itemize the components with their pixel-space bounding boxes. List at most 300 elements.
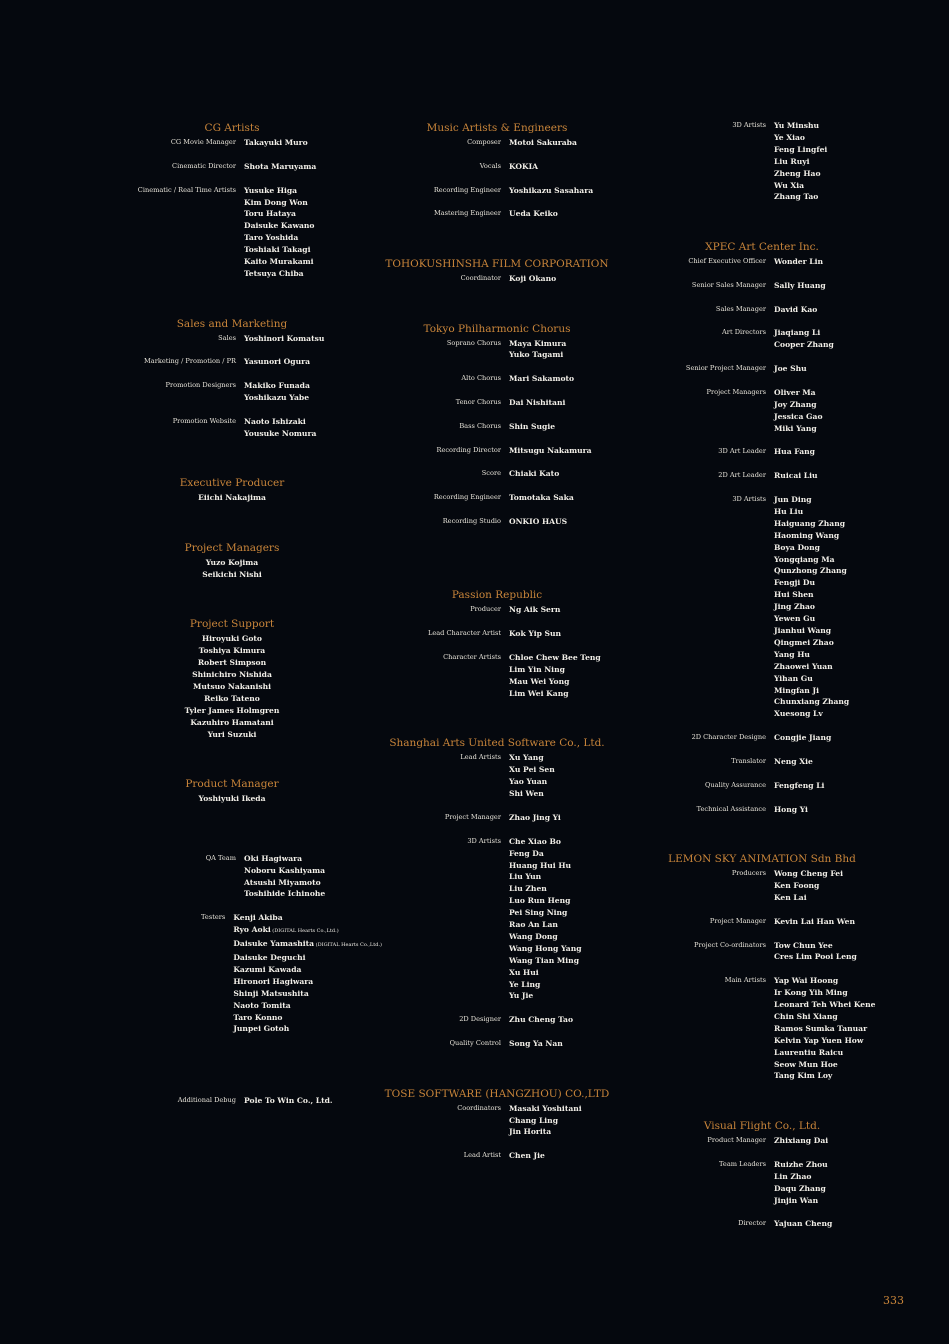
role-row (347, 338, 647, 362)
credit-name (774, 892, 912, 904)
credit-name-text: Ryo Aoki (233, 925, 271, 935)
credit-name-text: Oliver Ma (774, 387, 816, 397)
role-label: Recording Engineer (433, 185, 501, 194)
role-row (612, 280, 912, 292)
credit-name-text: Neng Xie (774, 756, 813, 766)
spacer (347, 1002, 647, 1014)
role-row (612, 940, 912, 964)
role-row (82, 912, 382, 1035)
spacer (612, 1082, 912, 1118)
credit-name-text: Yoshikazu Yabe (244, 393, 310, 403)
spacer (347, 457, 647, 469)
spacer (82, 581, 382, 617)
credit-name-text: Wonder Lin (774, 257, 824, 267)
page-number: 333 (883, 1294, 904, 1307)
credit-name-text: Hua Fang (774, 447, 815, 457)
credit-name: Reiko Tateno (204, 693, 260, 703)
spacer (347, 480, 647, 492)
credit-name-text: Wong Cheng Fei (774, 869, 844, 879)
spacer (347, 616, 647, 628)
role-row (82, 853, 382, 901)
credit-name-text: Tow Chun Yee (774, 940, 833, 950)
credit-name-text: Zheng Hao (774, 168, 821, 178)
role-label: Cinematic Director (172, 161, 236, 170)
credit-name (774, 589, 912, 601)
name-list (774, 470, 912, 482)
spacer (347, 824, 647, 836)
credit-name-text: Hui Shen (774, 590, 814, 600)
spacer (612, 815, 912, 851)
credit-section (347, 256, 647, 285)
credit-name-text: Xu Hui (509, 967, 539, 977)
credits-column-middle (347, 120, 647, 1162)
credit-name (774, 601, 912, 613)
role-row (347, 604, 647, 616)
role-label: 3D Artists (732, 121, 766, 129)
credit-name-text: Haoming Wang (774, 530, 840, 540)
credit-name-text: Liu Zhen (509, 884, 547, 894)
credit-name-text: Mitsugu Nakamura (509, 445, 592, 455)
role-label: Additional Debug (177, 1095, 236, 1104)
credit-name (774, 180, 912, 192)
spacer (612, 351, 912, 363)
role-label: Translator (731, 756, 766, 765)
credit-name-text: Xu Yang (509, 753, 544, 763)
role-label: Senior Sales Manager (691, 280, 766, 289)
credit-section (612, 239, 912, 815)
spacer (612, 268, 912, 280)
credit-name-text: Jiaqiang Li (774, 328, 821, 338)
role-row (612, 868, 912, 904)
name-list (82, 793, 382, 805)
spacer (612, 458, 912, 470)
credit-name (774, 554, 912, 566)
credit-name-text: Ye Xiao (774, 132, 805, 142)
section-heading: Project Support (189, 618, 275, 631)
credit-name-text: Taro Yoshida (244, 233, 299, 243)
role-row (612, 804, 912, 816)
role-row (612, 780, 912, 792)
credit-name-text: Ye Ling (509, 979, 541, 989)
credit-name: Tyler James Holmgren (184, 705, 280, 715)
credit-name (774, 168, 912, 180)
credit-name-text: Yihan Gu (774, 673, 813, 683)
credit-section (347, 1086, 647, 1163)
spacer (347, 1138, 647, 1150)
credit-name-text: Wu Xia (774, 180, 805, 190)
credits-column-left (82, 120, 382, 1107)
role-label: Coordinators (457, 1103, 501, 1112)
credit-name-text: Congjie Jiang (774, 733, 832, 743)
name-list (82, 492, 382, 504)
credit-name-text: Haiguang Zhang (774, 518, 846, 528)
name-list (774, 940, 912, 964)
credit-name (774, 708, 912, 720)
credit-name-text: Shinji Matsushita (233, 988, 309, 998)
credit-name-text: Chiaki Kato (509, 469, 560, 479)
role-row (612, 363, 912, 375)
credit-name-text: Yuko Tagami (509, 350, 564, 360)
role-row (82, 1095, 382, 1107)
role-label: Testers (201, 913, 226, 922)
role-label: Chief Executive Officer (688, 257, 766, 266)
credit-section (612, 120, 912, 203)
credit-name-text: Chen Jie (509, 1151, 545, 1161)
credit-name-text: Joe Shu (774, 364, 807, 374)
credit-name-text: Pole To Win Co., Ltd. (244, 1095, 333, 1105)
role-row (347, 421, 647, 433)
credit-name-text: ONKIO HAUS (509, 517, 568, 527)
credit-name (774, 280, 912, 292)
credit-name-text: Lim Wei Kang (509, 688, 569, 698)
role-label: Product Manager (707, 1136, 766, 1145)
spacer (82, 368, 382, 380)
role-label: Mastering Engineer (433, 209, 501, 218)
section-heading: Executive Producer (179, 477, 285, 490)
credit-name-text: Yu Jie (509, 991, 534, 1001)
section-heading: TOSE SOFTWARE (HANGZHOU) CO.,LTD (384, 1087, 610, 1100)
credit-name-text: Wang Dong (509, 931, 558, 941)
credit-name-text: Joy Zhang (774, 399, 817, 409)
credit-name (774, 951, 912, 963)
credit-name-text: Ng Aik Sern (509, 605, 561, 615)
credit-name (774, 411, 912, 423)
role-label: Producers (731, 869, 766, 878)
section-heading: Passion Republic (451, 589, 543, 602)
credit-name (774, 1135, 912, 1147)
company-note: (DIGITAL Hearts Co.,Ltd.) (270, 928, 339, 935)
credit-name-text: Daisuke Kawano (244, 221, 315, 231)
credit-name (774, 649, 912, 661)
name-list (774, 780, 912, 792)
section-heading: Sales and Marketing (176, 317, 288, 330)
credit-name-text: David Kao (774, 304, 818, 314)
credit-name-text: Qingmei Zhao (774, 637, 834, 647)
name-list (774, 387, 912, 435)
role-row (82, 137, 382, 149)
credit-name-text: Masaki Yoshitani (509, 1103, 582, 1113)
credit-name (774, 661, 912, 673)
role-label: Main Artists (724, 976, 766, 985)
credit-name-text: Lim Yin Ning (509, 664, 565, 674)
role-row (82, 333, 382, 345)
name-list (774, 804, 912, 816)
credit-name-text: Jing Zhao (774, 602, 816, 612)
role-label: Producer (470, 605, 501, 614)
credit-section (347, 321, 647, 528)
credit-section (347, 120, 647, 220)
credit-name-text: Jin Horita (509, 1127, 552, 1137)
credit-name-text: Maya Kimura (509, 338, 567, 348)
role-row (347, 445, 647, 457)
credit-name (774, 756, 912, 768)
credit-name (774, 565, 912, 577)
spacer (612, 482, 912, 494)
role-label: Project Co-ordinators (694, 940, 766, 949)
spacer (612, 1207, 912, 1219)
name-list (774, 446, 912, 458)
credit-name (774, 1171, 912, 1183)
spacer (612, 768, 912, 780)
credit-name (774, 804, 912, 816)
role-row (347, 137, 647, 149)
credit-name-text: Shi Wen (509, 789, 544, 799)
section-heading: CG Artists (204, 122, 260, 134)
role-row (612, 1159, 912, 1207)
credit-section (347, 587, 647, 699)
role-label: Coordinator (460, 273, 501, 282)
spacer (82, 805, 382, 853)
role-label: Lead Character Artist (427, 629, 501, 638)
credit-name-text: Wang Hong Yang (509, 943, 582, 953)
credit-section (82, 316, 382, 440)
role-label: Art Directors (722, 328, 766, 337)
credit-name-text: Taro Konno (233, 1012, 283, 1022)
credit-name-text: Kim Dong Won (244, 197, 308, 207)
spacer (347, 700, 647, 736)
credit-name-text: Feng Da (509, 848, 544, 858)
credit-name-text: Tomotaka Saka (509, 493, 574, 503)
name-list (774, 756, 912, 768)
name-list (774, 494, 912, 720)
credit-name (774, 144, 912, 156)
name-list (774, 916, 912, 928)
spacer (347, 173, 647, 185)
credit-name-text: Cres Lim Pooi Leng (774, 952, 857, 962)
role-label: Quality Control (449, 1039, 501, 1048)
spacer (347, 149, 647, 161)
spacer (347, 528, 647, 588)
credit-name (774, 363, 912, 375)
role-row (347, 397, 647, 409)
credit-name-text: Yasunori Ogura (244, 357, 311, 367)
credit-name: Yoshiyuki Ikeda (198, 794, 266, 804)
credit-name (774, 542, 912, 554)
credit-section (82, 540, 382, 581)
role-label: Project Manager (709, 916, 766, 925)
credit-name (774, 780, 912, 792)
spacer (612, 928, 912, 940)
name-list (774, 280, 912, 292)
credit-name-text: Ramos Sumka Tanuar (774, 1023, 868, 1033)
spacer (347, 220, 647, 256)
credit-name-text: Hu Liu (774, 506, 804, 516)
credit-name (774, 1183, 912, 1195)
credit-name-text: Seow Mun Hoe (774, 1059, 838, 1069)
credit-name (774, 1195, 912, 1207)
credit-name-text: Yajuan Cheng (774, 1219, 833, 1229)
spacer (82, 149, 382, 161)
role-row (347, 516, 647, 528)
credit-name (774, 916, 912, 928)
section-heading: Music Artists & Engineers (426, 122, 568, 134)
credit-name-text: Yang Hu (774, 649, 810, 659)
credit-name (774, 339, 912, 351)
credit-name: Seikichi Nishi (202, 569, 262, 579)
role-label: Soprano Chorus (446, 338, 501, 347)
credit-name-text: Noboru Kashiyama (244, 865, 326, 875)
credit-name-text: Kaito Murakami (244, 257, 314, 267)
credit-name-text: Jinjin Wan (774, 1195, 819, 1205)
credit-name-text: Yousuke Nomura (244, 428, 317, 438)
credit-name-text: Kenji Akiba (233, 913, 283, 923)
credit-name: Eiichi Nakajima (198, 493, 266, 503)
spacer (82, 1047, 382, 1095)
role-row (612, 327, 912, 351)
credit-name (774, 1035, 912, 1047)
credit-name-text: Shin Sugie (509, 421, 556, 431)
credit-name-text: Mingfan Ji (774, 685, 819, 695)
credit-name-text: Toshiaki Takagi (244, 245, 311, 255)
credit-name-text: Ruizhe Zhou (774, 1159, 828, 1169)
role-row (347, 628, 647, 640)
role-row (82, 185, 382, 280)
credit-name-text: Huang Hui Hu (509, 860, 572, 870)
role-label: Project Managers (706, 387, 766, 396)
role-label: Promotion Designers (165, 381, 236, 390)
credit-name-text: KOKIA (509, 161, 539, 171)
role-row (612, 975, 912, 1082)
name-list (774, 975, 912, 1082)
credit-name-text: Pei Sing Ning (509, 908, 568, 918)
credit-name-text: Fengji Du (774, 578, 816, 588)
credit-name-text: Leonard Teh Whei Kene (774, 1000, 876, 1010)
credit-name-text: Toshihide Ichinohe (244, 889, 326, 899)
credit-name-text: Chang Ling (509, 1115, 559, 1125)
name-list (774, 327, 912, 351)
role-row (612, 304, 912, 316)
credit-name: Shinichiro Nishida (192, 670, 272, 680)
role-label: Composer (467, 138, 501, 146)
role-row (347, 208, 647, 220)
credit-name-text: Ueda Keiko (509, 209, 558, 219)
spacer (347, 1050, 647, 1086)
role-row (347, 1150, 647, 1162)
credit-name-text: Kelvin Yap Yuen How (774, 1035, 864, 1045)
name-list (774, 363, 912, 375)
credit-name-text: Rao An Lan (509, 920, 558, 930)
credit-name-text: Che Xiao Bo (509, 836, 561, 846)
credits-column-right (612, 120, 912, 1230)
credit-name-text: Daisuke Yamashita (233, 939, 315, 949)
role-row (347, 373, 647, 385)
role-label: Cinematic / Real Time Artists (137, 185, 236, 194)
section-heading: Shanghai Arts United Software Co., Ltd. (389, 737, 605, 750)
spacer (82, 440, 382, 476)
role-row (82, 380, 382, 404)
role-label: 2D Designer (459, 1015, 501, 1024)
credit-name (774, 327, 912, 339)
section-heading: Visual Flight Co., Ltd. (703, 1120, 821, 1133)
role-row (612, 1135, 912, 1147)
credit-name-text: Zhao Jing Yi (509, 812, 561, 822)
name-list (82, 557, 382, 581)
credit-name: Yuri Suzuki (207, 729, 257, 739)
name-list (774, 1159, 912, 1207)
spacer (612, 316, 912, 328)
credit-name-text: Feng Lingfei (774, 144, 828, 154)
credit-name (774, 975, 912, 987)
credit-name (774, 1011, 912, 1023)
spacer (347, 504, 647, 516)
credit-name (774, 399, 912, 411)
role-label: Project Manager (444, 812, 501, 821)
role-label: Quality Assurance (705, 780, 766, 789)
spacer (347, 197, 647, 209)
credit-name-text: Liu Yun (509, 872, 542, 882)
credit-name-text: Miki Yang (774, 423, 817, 433)
spacer (82, 504, 382, 540)
spacer (347, 1026, 647, 1038)
section-heading: Project Managers (184, 541, 280, 554)
credit-name-text: Chloe Chew Bee Teng (509, 653, 601, 663)
credit-name-text: Junpei Gotoh (233, 1024, 290, 1034)
role-row (347, 836, 647, 1003)
credit-name-text: Ken Foong (774, 881, 820, 891)
credit-name-text: Ruicai Liu (774, 471, 818, 481)
credit-name-text: Yongqiang Ma (774, 554, 835, 564)
credit-name (774, 304, 912, 316)
role-row (612, 120, 912, 203)
role-row (347, 185, 647, 197)
section-heading: Product Manager (185, 778, 279, 791)
credit-name (774, 577, 912, 589)
role-row (612, 1218, 912, 1230)
credit-name (774, 987, 912, 999)
name-list (774, 732, 912, 744)
spacer (82, 344, 382, 356)
name-list (82, 633, 382, 740)
section-heading: Tokyo Philharmonic Chorus (423, 322, 571, 335)
credit-name-text: Ir Kong Yih Ming (774, 988, 848, 998)
role-label: Lead Artist (463, 1151, 501, 1160)
role-row (347, 1103, 647, 1139)
credit-name-text: Chin Shi Xiang (774, 1011, 838, 1021)
credit-section (82, 853, 382, 1107)
spacer (82, 741, 382, 777)
spacer (82, 900, 382, 912)
role-row (612, 256, 912, 268)
credit-name-text: Song Ya Nan (509, 1039, 563, 1049)
credit-name-text: Makiko Funada (244, 381, 310, 391)
role-label: Director (738, 1219, 766, 1228)
role-label: Lead Artists (460, 753, 501, 762)
role-label: Senior Project Manager (685, 364, 766, 373)
name-list (774, 304, 912, 316)
credit-name-text: Daisuke Deguchi (233, 953, 306, 962)
role-row (612, 916, 912, 928)
credit-name-text: Fengfeng Li (774, 780, 825, 790)
credit-name-text: Daqu Zhang (774, 1183, 826, 1193)
spacer (612, 375, 912, 387)
credit-name-text: Kok Yip Sun (509, 629, 562, 639)
role-label: Sales (218, 333, 236, 342)
credit-name (774, 494, 912, 506)
credit-name-text: Shota Maruyama (244, 161, 317, 171)
credit-name-text: Cooper Zhang (774, 340, 834, 350)
credit-name-text: Yu Minshu (774, 121, 820, 130)
credit-name (774, 1218, 912, 1230)
role-label: 2D Art Leader (718, 471, 766, 480)
role-label: Recording Engineer (433, 493, 501, 502)
spacer (82, 1035, 382, 1047)
credit-name (774, 120, 912, 132)
credit-name: Kazuhiro Hamatani (190, 717, 274, 727)
credit-name-text: Mau Wei Yong (509, 676, 570, 686)
role-label: Technical Assistance (696, 804, 766, 813)
credit-name-text: Takayuki Muro (244, 138, 308, 147)
spacer (82, 404, 382, 416)
